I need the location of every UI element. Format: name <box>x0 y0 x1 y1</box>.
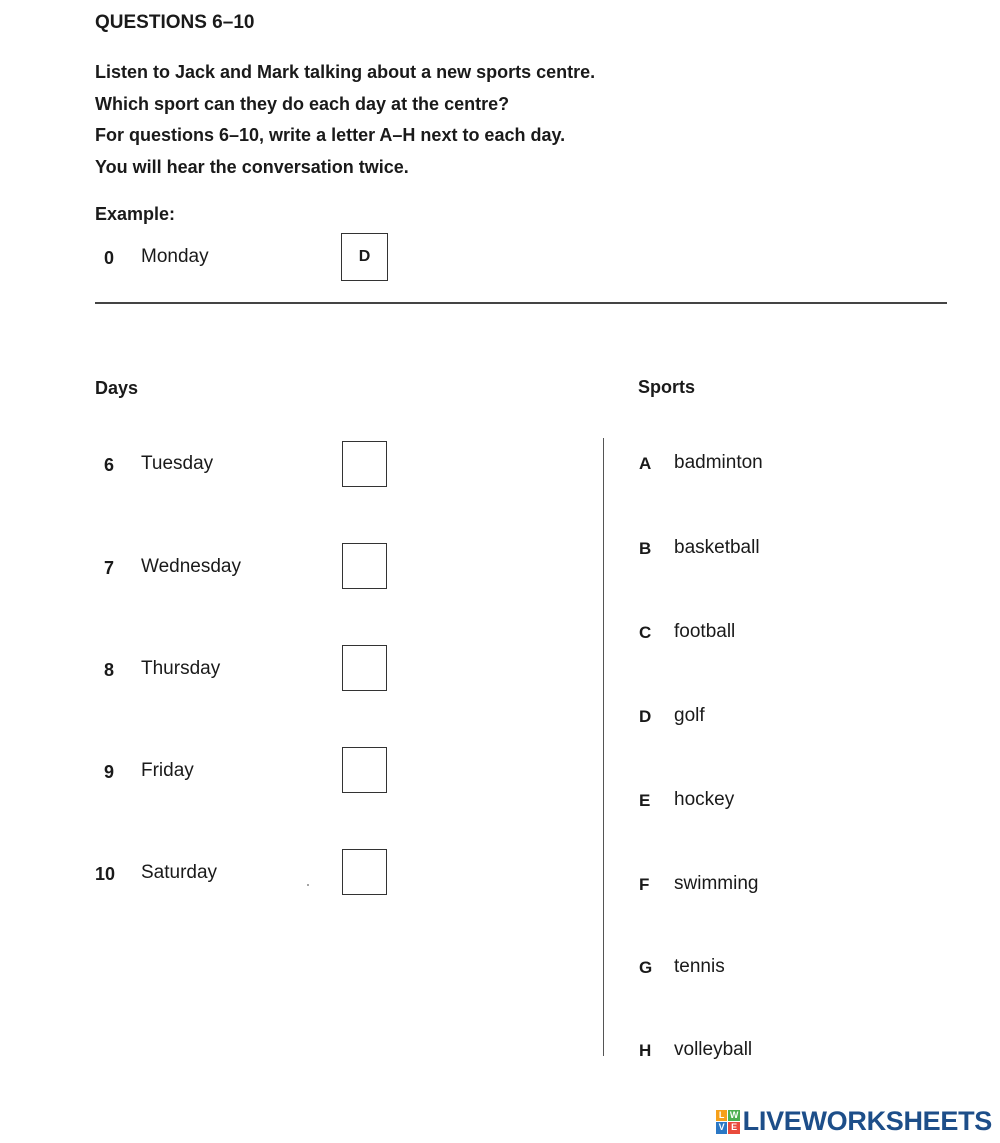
question-day: Tuesday <box>141 453 214 474</box>
answer-box-7[interactable] <box>342 543 387 589</box>
instruction-line: You will hear the conversation twice. <box>95 157 409 177</box>
question-number: 6 <box>104 455 115 475</box>
sport-name: volleyball <box>674 1039 753 1060</box>
sport-name: football <box>674 621 736 642</box>
question-number: 9 <box>104 762 115 782</box>
sport-letter: G <box>639 958 653 977</box>
example-answer-box: D <box>341 233 388 281</box>
question-number: 7 <box>104 558 115 578</box>
section-divider <box>95 302 947 304</box>
sport-name: badminton <box>674 452 763 473</box>
brand-text: LIVEWORKSHEETS <box>742 1106 992 1136</box>
question-day: Thursday <box>141 658 221 679</box>
question-day: Wednesday <box>141 556 241 577</box>
liveworksheets-logo-icon: L W V E <box>716 1110 740 1134</box>
sport-letter: C <box>639 623 652 642</box>
answer-box-6[interactable] <box>342 441 387 487</box>
question-day: Friday <box>141 760 194 781</box>
sport-name: tennis <box>674 956 725 977</box>
sport-letter: A <box>639 454 652 473</box>
page-title: QUESTIONS 6–10 <box>95 12 255 33</box>
sport-name: golf <box>674 705 705 726</box>
answer-box-9[interactable] <box>342 747 387 793</box>
instruction-line: Which sport can they do each day at the centre? <box>95 94 510 114</box>
example-number: 0 <box>104 248 115 268</box>
days-heading: Days <box>95 378 139 398</box>
sport-letter: E <box>639 791 651 810</box>
question-number: 10 <box>95 864 116 884</box>
liveworksheets-logo <box>716 1106 992 1137</box>
instruction-line: Listen to Jack and Mark talking about a new sports centre. <box>95 62 596 82</box>
question-day: Saturday <box>141 862 218 883</box>
sport-letter: F <box>639 875 650 894</box>
column-divider <box>603 438 604 1056</box>
question-number: 8 <box>104 660 115 680</box>
sport-name: basketball <box>674 537 760 558</box>
sport-letter: B <box>639 539 652 558</box>
sport-name: swimming <box>674 873 759 894</box>
stray-mark <box>307 884 309 886</box>
answer-box-10[interactable] <box>342 849 387 895</box>
instruction-line: For questions 6–10, write a letter A–H next to each day. <box>95 125 566 145</box>
sport-letter: D <box>639 707 652 726</box>
example-day: Monday <box>141 246 209 267</box>
example-label: Example: <box>95 204 176 224</box>
sport-letter: H <box>639 1041 652 1060</box>
answer-box-8[interactable] <box>342 645 387 691</box>
sports-heading: Sports <box>638 377 696 397</box>
sport-name: hockey <box>674 789 735 810</box>
